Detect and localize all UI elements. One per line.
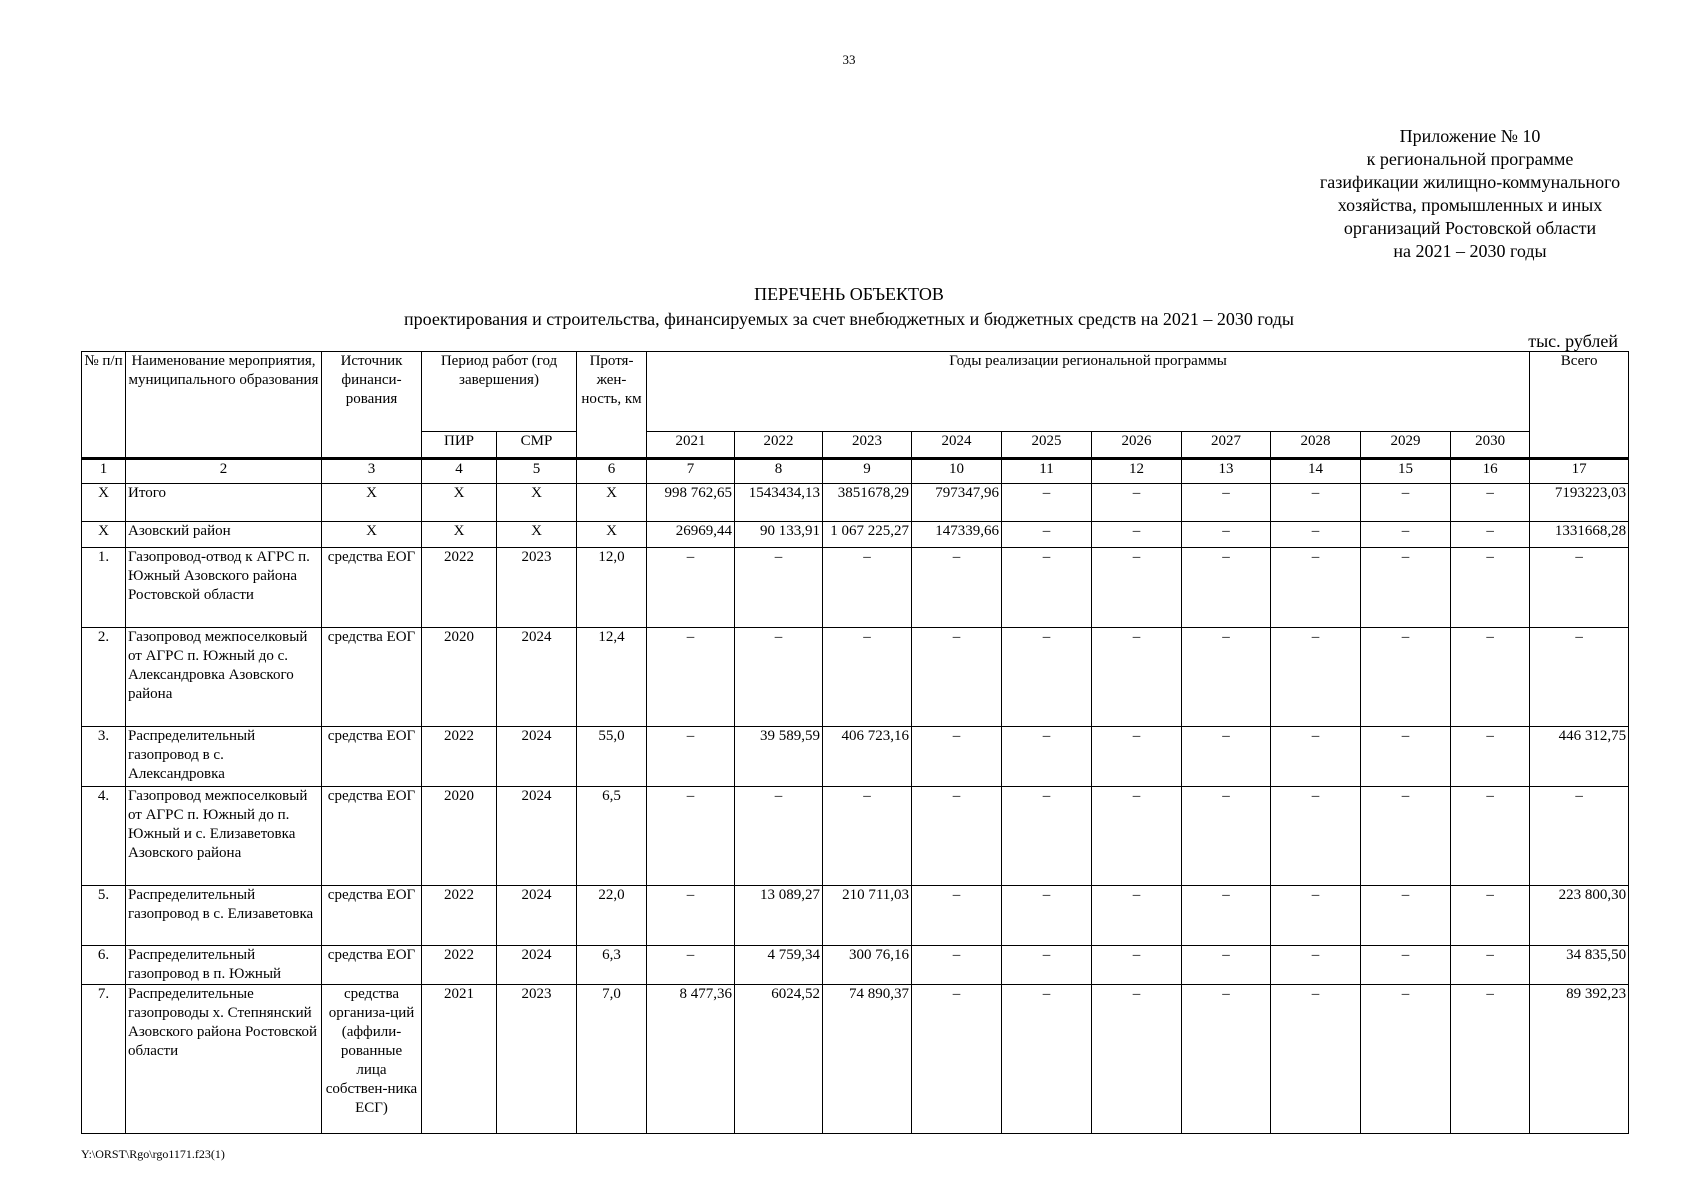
column-number: 12: [1092, 459, 1182, 484]
table-row: [82, 628, 1629, 727]
row-year-value: –: [1092, 985, 1182, 1134]
row-pir: 2022: [422, 946, 497, 985]
row-year-value: –: [1451, 985, 1530, 1134]
column-number: 9: [823, 459, 912, 484]
row-year-value: –: [1361, 727, 1451, 787]
row-length: 12,0: [577, 548, 647, 628]
row-year-value: 8 477,36: [647, 985, 735, 1134]
row-year-value: –: [1092, 946, 1182, 985]
document-title: ПЕРЕЧЕНЬ ОБЪЕКТОВ: [754, 284, 944, 304]
row-year-value: –: [912, 787, 1002, 886]
column-number: 14: [1271, 459, 1361, 484]
row-year-value: –: [1271, 946, 1361, 985]
column-number-row: [82, 459, 1629, 484]
row-year-value: –: [647, 548, 735, 628]
row-year-value: 4 759,34: [735, 946, 823, 985]
column-number: 8: [735, 459, 823, 484]
row-pir: X: [422, 484, 497, 522]
row-year-value: –: [647, 787, 735, 886]
row-source: X: [322, 484, 422, 522]
row-year-value: –: [823, 548, 912, 628]
appendix-line: газификации жилищно-коммунального: [1319, 172, 1621, 192]
row-year-value: –: [1451, 727, 1530, 787]
row-year-value: –: [1002, 522, 1092, 548]
row-year-value: –: [912, 548, 1002, 628]
row-length: 6,5: [577, 787, 647, 886]
header-pir: ПИР: [422, 432, 497, 459]
row-length: 6,3: [577, 946, 647, 985]
row-smr: 2024: [497, 727, 577, 787]
row-length: 7,0: [577, 985, 647, 1134]
row-num: 6.: [82, 946, 126, 985]
row-source: средства ЕОГ: [322, 787, 422, 886]
column-number: 10: [912, 459, 1002, 484]
row-year-value: –: [647, 886, 735, 946]
column-number: 16: [1451, 459, 1530, 484]
row-year-value: –: [1271, 628, 1361, 727]
row-year-value: –: [1002, 946, 1092, 985]
table-row: [82, 484, 1629, 522]
row-year-value: –: [735, 548, 823, 628]
row-length: 22,0: [577, 886, 647, 946]
row-year-value: –: [1182, 522, 1271, 548]
row-year-value: –: [912, 727, 1002, 787]
header-period: Период работ (год завершения): [422, 352, 577, 432]
row-total: –: [1530, 628, 1629, 727]
row-total: 446 312,75: [1530, 727, 1629, 787]
row-year-value: –: [1182, 985, 1271, 1134]
row-year-value: –: [912, 946, 1002, 985]
row-name: Итого: [126, 484, 322, 522]
row-year-value: –: [1182, 946, 1271, 985]
row-num: 2.: [82, 628, 126, 727]
row-year-value: 998 762,65: [647, 484, 735, 522]
row-name: Распределительный газопровод в п. Южный: [126, 946, 322, 985]
row-name: Распределительные газопроводы х. Степнянский Азовского района Ростовской области: [126, 985, 322, 1134]
row-year-value: –: [735, 628, 823, 727]
header-year: 2022: [735, 432, 823, 459]
row-year-value: –: [1361, 522, 1451, 548]
row-length: 12,4: [577, 628, 647, 727]
row-smr: 2024: [497, 946, 577, 985]
column-number: 7: [647, 459, 735, 484]
appendix-caption: [1270, 125, 1670, 263]
appendix-line: Приложение № 10: [1399, 126, 1541, 146]
column-number: 6: [577, 459, 647, 484]
row-year-value: –: [1451, 484, 1530, 522]
row-num: 4.: [82, 787, 126, 886]
row-pir: 2022: [422, 727, 497, 787]
row-smr: 2024: [497, 787, 577, 886]
header-total: Всего: [1530, 352, 1629, 459]
row-year-value: –: [1451, 628, 1530, 727]
row-year-value: –: [1182, 886, 1271, 946]
row-source: средства ЕОГ: [322, 946, 422, 985]
row-year-value: –: [1361, 886, 1451, 946]
row-year-value: 210 711,03: [823, 886, 912, 946]
row-total: 7193223,03: [1530, 484, 1629, 522]
row-source: X: [322, 522, 422, 548]
row-year-value: –: [1271, 484, 1361, 522]
row-total: 34 835,50: [1530, 946, 1629, 985]
row-year-value: –: [1182, 484, 1271, 522]
row-year-value: –: [1002, 886, 1092, 946]
header-years-group: Годы реализации региональной программы: [647, 352, 1530, 432]
row-year-value: –: [1092, 522, 1182, 548]
column-number: 3: [322, 459, 422, 484]
row-year-value: –: [1271, 787, 1361, 886]
column-number: 15: [1361, 459, 1451, 484]
column-number: 13: [1182, 459, 1271, 484]
row-year-value: –: [647, 946, 735, 985]
row-source: средства ЕОГ: [322, 886, 422, 946]
row-year-value: –: [912, 628, 1002, 727]
row-total: 1331668,28: [1530, 522, 1629, 548]
row-year-value: 13 089,27: [735, 886, 823, 946]
row-pir: X: [422, 522, 497, 548]
row-year-value: –: [1092, 787, 1182, 886]
row-year-value: –: [1451, 946, 1530, 985]
row-year-value: –: [1002, 727, 1092, 787]
header-year: 2023: [823, 432, 912, 459]
column-number: 5: [497, 459, 577, 484]
row-pir: 2020: [422, 787, 497, 886]
row-length: X: [577, 484, 647, 522]
row-year-value: 26969,44: [647, 522, 735, 548]
row-year-value: –: [1271, 985, 1361, 1134]
row-year-value: –: [647, 727, 735, 787]
row-source: средства ЕОГ: [322, 628, 422, 727]
objects-table: [81, 351, 1629, 1134]
header-length: Протя-жен-ность, км: [577, 352, 647, 459]
row-year-value: –: [1002, 548, 1092, 628]
row-year-value: –: [1182, 727, 1271, 787]
row-year-value: –: [1182, 787, 1271, 886]
table-row: [82, 946, 1629, 985]
units-label: тыс. рублей: [1528, 331, 1618, 351]
row-year-value: –: [1361, 985, 1451, 1134]
row-smr: X: [497, 484, 577, 522]
row-source: средства ЕОГ: [322, 548, 422, 628]
row-year-value: –: [823, 628, 912, 727]
row-year-value: –: [1271, 886, 1361, 946]
row-year-value: –: [1092, 886, 1182, 946]
row-year-value: 6024,52: [735, 985, 823, 1134]
row-year-value: –: [1271, 727, 1361, 787]
row-smr: 2023: [497, 985, 577, 1134]
header-year: 2021: [647, 432, 735, 459]
table-row: [82, 727, 1629, 787]
row-num: 7.: [82, 985, 126, 1134]
table-row: [82, 787, 1629, 886]
header-source: Источник финанси-рования: [322, 352, 422, 459]
row-num: 3.: [82, 727, 126, 787]
row-smr: X: [497, 522, 577, 548]
row-year-value: –: [1182, 548, 1271, 628]
row-pir: 2021: [422, 985, 497, 1134]
header-name: Наименование мероприятия, муниципального образования: [126, 352, 322, 459]
row-year-value: –: [1361, 787, 1451, 886]
header-year: 2025: [1002, 432, 1092, 459]
column-number: 11: [1002, 459, 1092, 484]
row-year-value: 300 76,16: [823, 946, 912, 985]
row-year-value: 406 723,16: [823, 727, 912, 787]
appendix-line: к региональной программе: [1366, 149, 1574, 169]
row-year-value: 90 133,91: [735, 522, 823, 548]
row-year-value: 39 589,59: [735, 727, 823, 787]
row-year-value: –: [1451, 522, 1530, 548]
row-source: средства ЕОГ: [322, 727, 422, 787]
appendix-line: организаций Ростовской области: [1343, 218, 1597, 238]
row-year-value: –: [647, 628, 735, 727]
row-year-value: 147339,66: [912, 522, 1002, 548]
row-name: Азовский район: [126, 522, 322, 548]
row-total: 223 800,30: [1530, 886, 1629, 946]
row-year-value: –: [912, 985, 1002, 1134]
header-year: 2028: [1271, 432, 1361, 459]
row-year-value: –: [1271, 548, 1361, 628]
row-year-value: –: [735, 787, 823, 886]
row-smr: 2024: [497, 886, 577, 946]
row-pir: 2022: [422, 886, 497, 946]
header-year: 2027: [1182, 432, 1271, 459]
row-year-value: –: [912, 886, 1002, 946]
row-year-value: –: [1002, 787, 1092, 886]
row-year-value: 1543434,13: [735, 484, 823, 522]
row-num: 5.: [82, 886, 126, 946]
row-smr: 2024: [497, 628, 577, 727]
table-row: [82, 548, 1629, 628]
page-number: 33: [842, 52, 856, 67]
row-year-value: –: [1361, 484, 1451, 522]
row-num: X: [82, 484, 126, 522]
column-number: 1: [82, 459, 126, 484]
row-year-value: 1 067 225,27: [823, 522, 912, 548]
row-name: Распределительный газопровод в с. Александровка: [126, 727, 322, 787]
row-smr: 2023: [497, 548, 577, 628]
row-year-value: –: [1361, 628, 1451, 727]
row-year-value: –: [1092, 628, 1182, 727]
header-num: № п/п: [82, 352, 126, 459]
row-pir: 2022: [422, 548, 497, 628]
row-year-value: 3851678,29: [823, 484, 912, 522]
document-subtitle: проектирования и строительства, финансируемых за счет внебюджетных и бюджетных средств на 2021 – 2030 годы: [403, 309, 1294, 329]
row-length: X: [577, 522, 647, 548]
appendix-line: на 2021 – 2030 годы: [1393, 241, 1547, 261]
header-year: 2030: [1451, 432, 1530, 459]
row-year-value: –: [1092, 727, 1182, 787]
row-pir: 2020: [422, 628, 497, 727]
row-total: –: [1530, 548, 1629, 628]
row-num: X: [82, 522, 126, 548]
row-name: Газопровод-отвод к АГРС п. Южный Азовского района Ростовской области: [126, 548, 322, 628]
row-year-value: –: [1002, 628, 1092, 727]
header-year: 2024: [912, 432, 1002, 459]
row-year-value: 797347,96: [912, 484, 1002, 522]
row-year-value: –: [1271, 522, 1361, 548]
row-total: –: [1530, 787, 1629, 886]
column-number: 4: [422, 459, 497, 484]
table-row: [82, 985, 1629, 1134]
row-name: Газопровод межпоселковый от АГРС п. Южный до с. Александровка Азовского района: [126, 628, 322, 727]
header-year: 2026: [1092, 432, 1182, 459]
header-smr: СМР: [497, 432, 577, 459]
row-year-value: –: [1451, 548, 1530, 628]
row-year-value: –: [1092, 484, 1182, 522]
file-path-footer: Y:\ORST\Rgo\rgo1171.f23(1): [81, 1147, 225, 1161]
row-year-value: –: [1002, 985, 1092, 1134]
row-name: Распределительный газопровод в с. Елизаветовка: [126, 886, 322, 946]
appendix-line: хозяйства, промышленных и иных: [1337, 195, 1603, 215]
row-year-value: –: [1092, 548, 1182, 628]
table-row: [82, 886, 1629, 946]
row-length: 55,0: [577, 727, 647, 787]
row-year-value: –: [1451, 787, 1530, 886]
table-row: [82, 522, 1629, 548]
row-year-value: 74 890,37: [823, 985, 912, 1134]
row-name: Газопровод межпоселковый от АГРС п. Южный до п. Южный и с. Елизаветовка Азовского района: [126, 787, 322, 886]
row-total: 89 392,23: [1530, 985, 1629, 1134]
row-year-value: –: [1361, 548, 1451, 628]
header-year: 2029: [1361, 432, 1451, 459]
row-year-value: –: [823, 787, 912, 886]
row-year-value: –: [1361, 946, 1451, 985]
row-year-value: –: [1451, 886, 1530, 946]
column-number: 2: [126, 459, 322, 484]
row-source: средства организа-ций (аффили-рованные лица собствен-ника ЕСГ): [322, 985, 422, 1134]
column-number: 17: [1530, 459, 1629, 484]
row-year-value: –: [1002, 484, 1092, 522]
row-num: 1.: [82, 548, 126, 628]
row-year-value: –: [1182, 628, 1271, 727]
